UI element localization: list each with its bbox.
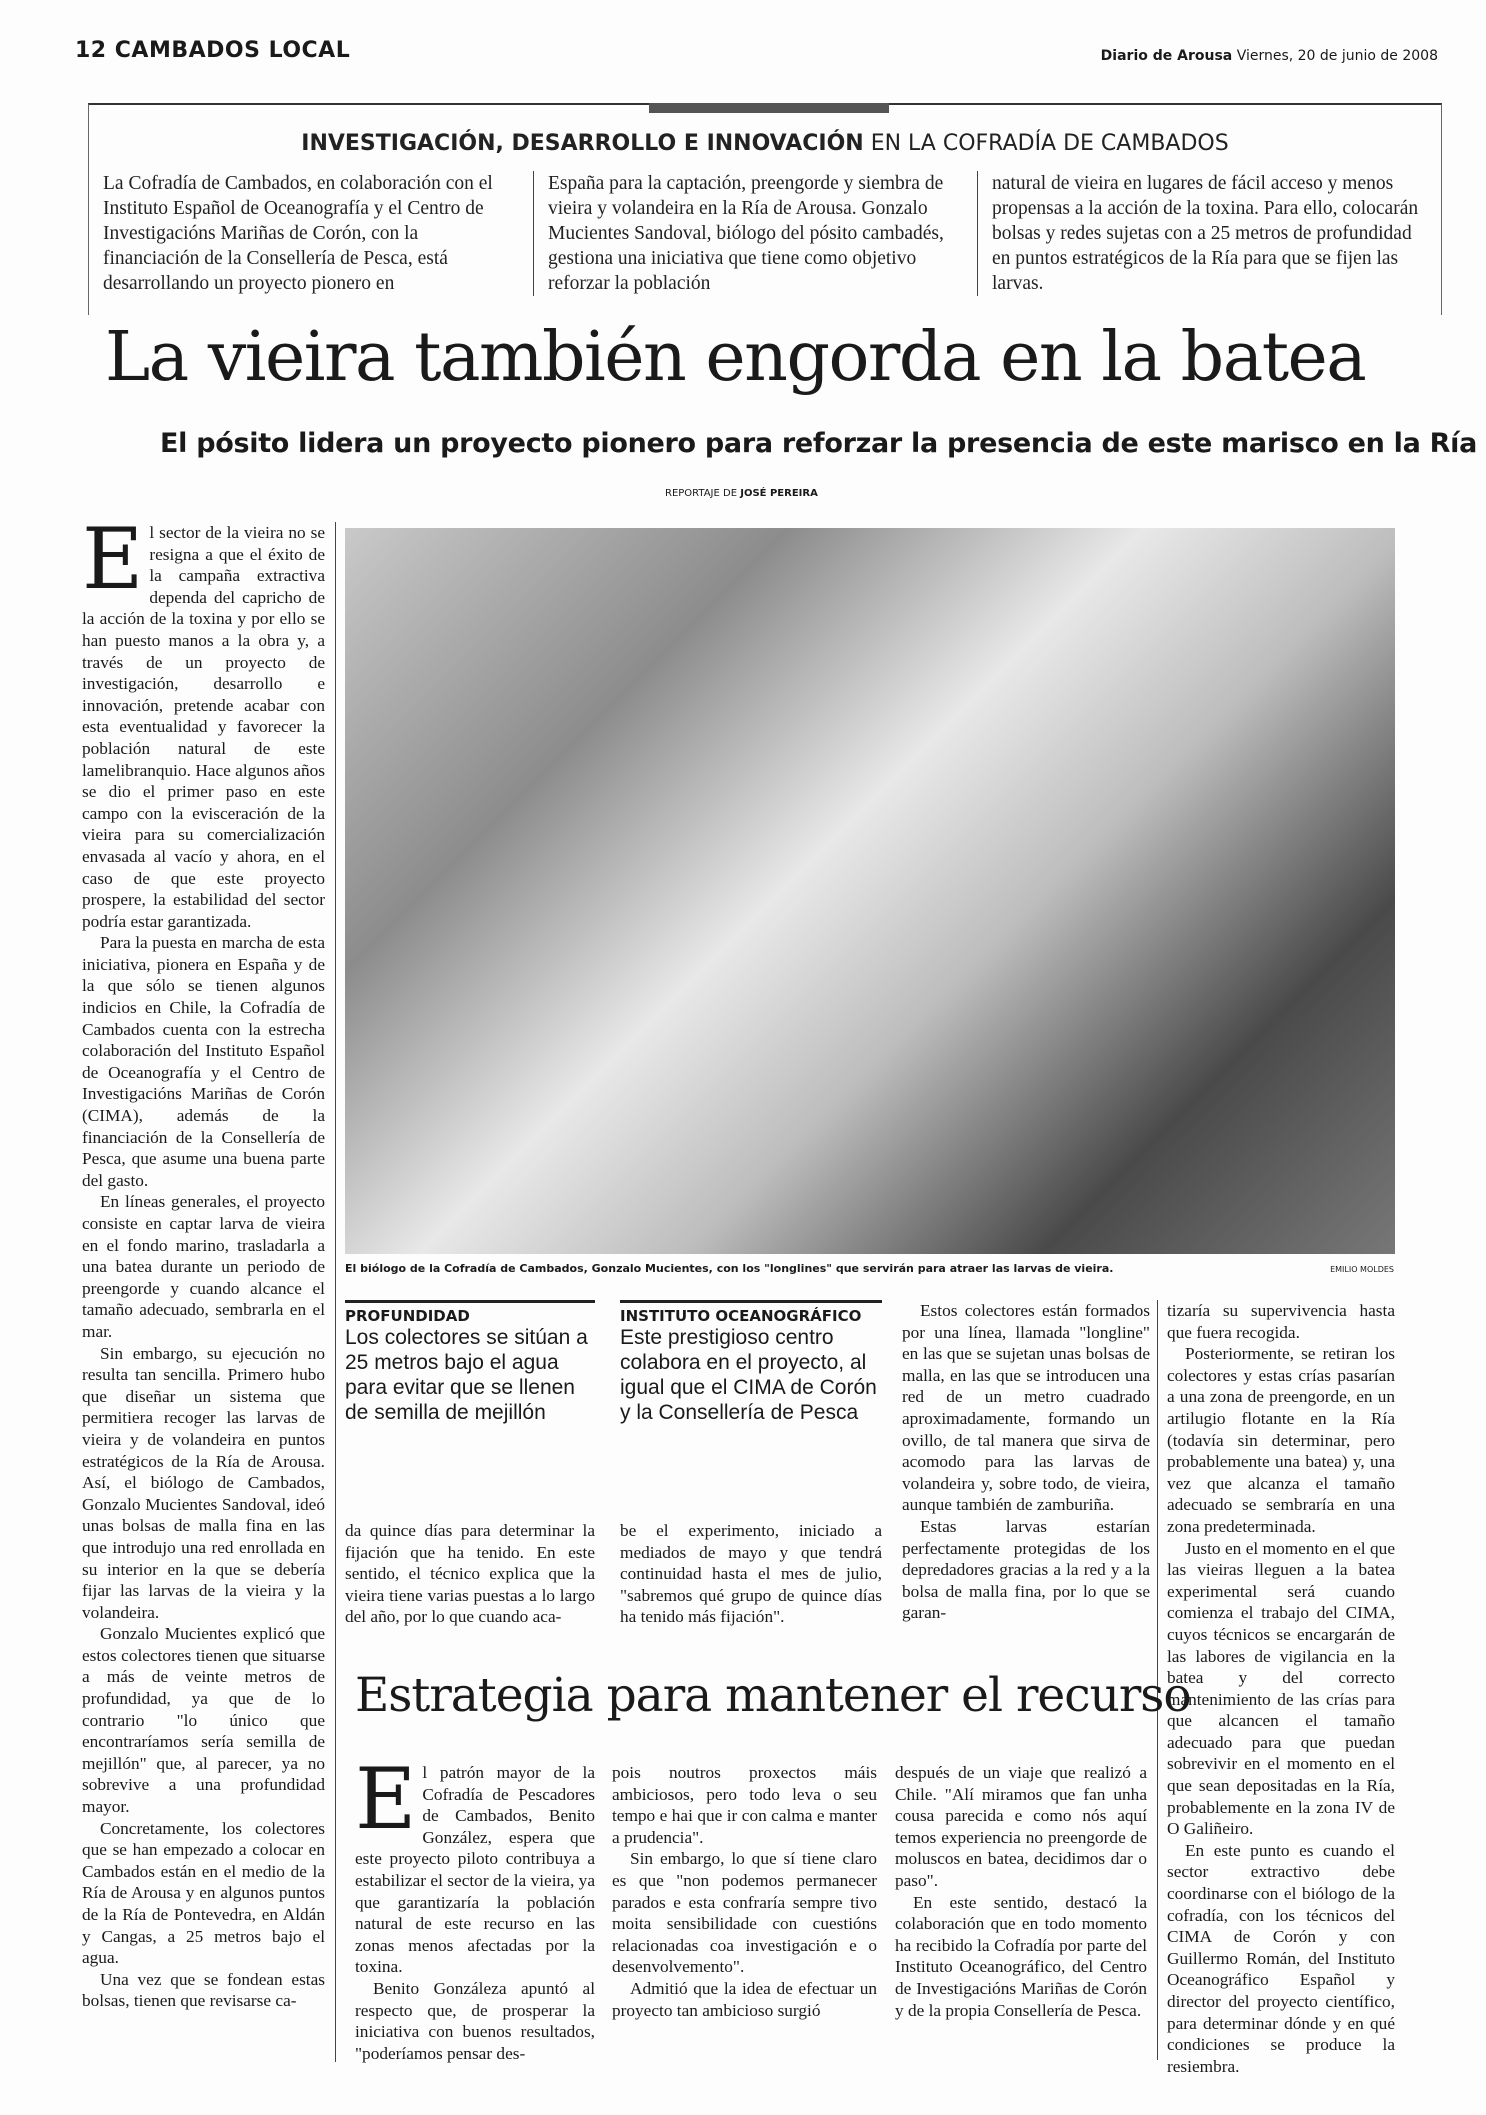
paper-date <box>1101 48 1438 64</box>
photo-biologist-longlines <box>345 528 1395 1254</box>
kicker: INVESTIGACIÓN, DESARROLLO E INNOVACIÓN EN LA COFRADÍA DE CAMBADOS <box>301 131 1229 156</box>
byline: REPORTAJE DE JOSÉ PEREIRA <box>665 488 818 499</box>
box-instituto: INSTITUTO OCEANOGRÁFICO Este prestigioso centro colabora en el proyecto, al igual que el CIMA de Corón y la Consellería de Pesca <box>620 1300 882 1483</box>
photo-caption: El biólogo de la Cofradía de Cambados, Gonzalo Mucientes, con los "longlines" que servirán para atraer las larvas de vieira. <box>345 1262 1114 1275</box>
mid-col-1: da quince días para determinar la fijación que ha tenido. En este sentido, el técnico explica que la vieira tiene varias puestas a lo largo del año, por lo que cuando aca- <box>345 1521 595 1627</box>
photo-credit: EMILIO MOLDES <box>1330 1265 1394 1274</box>
left-column: El sector de la vieira no se resigna a que el éxito de la campaña extractiva dependa del capricho de la acción de la toxina y por ello se han puesto manos a la obra y, a través de un proyecto de investigación, desarrollo e innovación, pretende acabar con esta eventualidad y favorecer la población natural de este lamelibranquio. Hace algunos años se dio el primer paso en este campo con la evisceración de la vieira para su comercialización envasada al vacío y ahora, en el caso de que este proyecto prospere, la estabilidad del sector podría estar garantizada. Para la puesta en marcha de esta iniciativa, pionera en España y de la que sólo se tienen algunos indicios en Chile, la Cofradía de Cambados cuenta con la estrecha colaboración del Instituto Español de Oceanografía y el Centro de Investigacións Mariñas de Corón (CIMA), además de la financiación de la Consellería de Pesca, que asume una buena parte del gasto. En líneas generales, el proyecto consiste en captar larva de vieira en el fondo marino, trasladarla a una batea durante un periodo de preengorde y cuando alcance el tamaño adecuado, sembrarla en el mar. Sin embargo, su ejecución no resulta tan sencilla. Primero hubo que diseñar un sistema que permitiera recoger las larvas de vieira y de volandeira en puntos estratégicos de la Ría de Arousa. Así, el biólogo de Cambados, Gonzalo Mucientes Sandoval, ideó unas bolsas de malla fina en las que introdujo una red enrollada en su interior en la que se debería fijar las larvas de la vieira y la volandeira. Gonzalo Mucientes explicó que estos colectores tienen que situarse a más de veinte metros de profundidad, ya que de lo contrario "lo único que encontraríamos sería semilla de mejillón" que, al parecer, ya no sobrevive a una profundidad mayor. Concretamente, los colectores que se han empezado a colocar en Cambados están en el medio de la Ría de Arousa y en algunos puntos de la Ría de Pontevedra, en Aldán y Cangas, a 25 metros bajo el agua. Una vez que se fondean estas bolsas, tienen que revisarse ca- <box>82 510 325 2011</box>
mid-col-3: Estos colectores están formados por una línea, llamada "longline" en las que se sujetan unas bolsas de malla, en las que se introducen una red de un metro cuadrado aproximadamente, formando un ovillo, de tal manera que sirva de acomodo para las larvas de volandeira y, sobre todo, de vieira, aunque también de zamburiña. Estas larvas estarían perfectamente protegidas de los depredadores gracias a la red y a la bolsa de malla fina, por lo que se garan- <box>902 1301 1150 1623</box>
bottom-col-2: pois noutros proxectos máis ambiciosos, pero todo leva o seu tempo e hai que ir con calma e manter a prudencia". Sin embargo, lo que sí tiene claro es que "non podemos permanecer parados e esta confraría sempre tivo moita sensibilidade con cuestións relacionadas coa investigación e o desenvolvemento". Admitió que la idea de efectuar un proyecto tan ambicioso surgió <box>612 1763 877 2020</box>
box-tab <box>649 103 889 113</box>
headline: La vieira también engorda en la batea <box>105 318 1366 397</box>
column-rule <box>335 522 336 2062</box>
right-column: tizaría su supervivencia hasta que fuera recogida. Posteriormente, se retiran los colectores y estas crías pasarían a una zona de preengorde, en un artilugio flotante en la Ría (todavía sin determinar, pero probablemente una batea) y, una vez que alcanza el tamaño adecuado se sembraría en una zona predeterminada. Justo en el momento en el que las vieiras lleguen a la batea experimental será cuando comienza el trabajo del CIMA, cuyos técnicos se encargarán de las labores de vigilancia en la batea y del correcto mantenimiento de las crías para que alcancen el tamaño adecuado para que puedan sobrevivir en el momento en el que sean depositadas en la Ría, probablemente en la zona IV de O Galiñeiro. En este punto es cuando el sector extractivo debe coordinarse con el biólogo de la cofradía, con los técnicos del CIMA de Corón y con Guillermo Román, del Instituto Oceanográfico Español y director del proyecto científico, para determinar dónde y en qué condiciones se produce la resiembra. <box>1167 1301 1395 2076</box>
bottom-col-3: después de un viaje que realizó a Chile. "Alí miramos que fan unha cousa parecida e como nós aquí temos experiencia no preengorde de moluscos en batea, decidimos dar o paso". En este sentido, destacó la colaboración que en todo momento ha recibido la Cofradía por parte del Instituto Oceanográfico, del Centro de Investigacións Mariñas de Corón y de la propia Consellería de Pesca. <box>895 1763 1147 2020</box>
paper-name: Diario de Arousa <box>1100 48 1233 64</box>
intro-box <box>88 103 1442 315</box>
headline-2: Estrategia para mantener el recurso <box>355 1668 1191 1723</box>
mid-col-2: be el experimento, iniciado a mediados de mayo y que tendrá continuidad hasta el mes de julio, "sabremos qué grupo de quince días ha tenido más fijación". <box>620 1521 882 1627</box>
box-profundidad: PROFUNDIDAD Los colectores se sitúan a 25 metros bajo el agua para evitar que se llenen de semilla de mejillón <box>345 1300 595 1483</box>
intro-col-1: La Cofradía de Cambados, en colaboración con el Instituto Español de Oceanografía y el Centro de Investigacións Mariñas de Corón, con la financiación de la Consellería de Pesca, está desarrollando un proyecto pionero en <box>103 173 493 294</box>
section-title: 12 CAMBADOS LOCAL <box>75 38 351 63</box>
intro-col-2: España para la captación, preengorde y siembra de vieira y volandeira en la Ría de Arousa. Gonzalo Mucientes Sandoval, biólogo del pósito cambadés, gestiona una iniciativa que tiene como objetivo reforzar la población <box>533 171 958 296</box>
bottom-col-1: El patrón mayor de la Cofradía de Pescadores de Cambados, Benito González, espera que este proyecto piloto contribuya a estabilizar el sector de la vieira, ya que garantizaría la población natural de este recurso en las zonas menos afectadas por la toxina. Benito Gonzáleza apuntó al respecto que, de prosperar la iniciativa con buenos resultados, "poderíamos pensar des- <box>355 1750 595 2063</box>
issue-date: Viernes, 20 de junio de 2008 <box>1236 48 1438 64</box>
subhead: El pósito lidera un proyecto pionero para reforzar la presencia de este marisco en la Ría <box>160 428 1478 459</box>
intro-col-3: natural de vieira en lugares de fácil acceso y menos propensas a la acción de la toxina. Para ello, colocarán bolsas y redes sujetas con a 25 metros de profundidad en puntos estratégicos de la Ría para que se fijen las larvas. <box>977 171 1422 296</box>
drop-cap: E <box>82 510 144 608</box>
